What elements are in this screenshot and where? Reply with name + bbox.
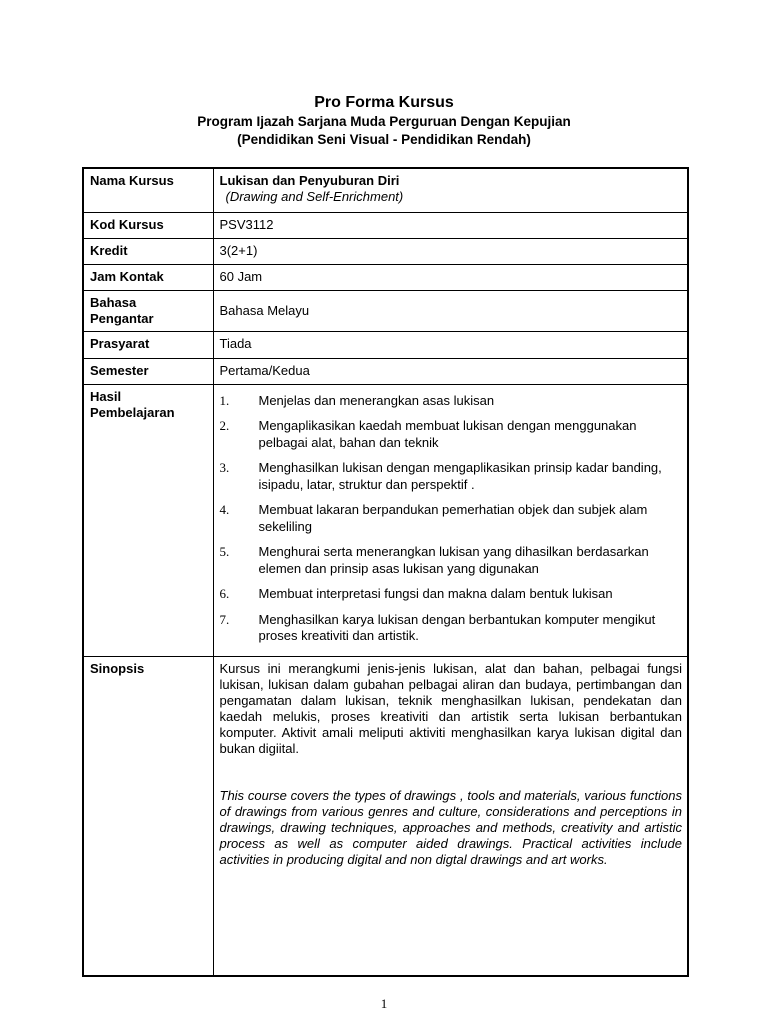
table-row [83, 656, 688, 976]
item-number: 3. [219, 460, 230, 475]
value-hasil-pembelajaran [213, 384, 688, 656]
program-subtitle: (Pendidikan Seni Visual - Pendidikan Rendah) [237, 132, 531, 147]
item-number: 2. [219, 418, 230, 433]
item-number: 7. [219, 611, 230, 627]
synopsis-spacer [220, 757, 683, 788]
course-name-english: (Drawing and Self-Enrichment) [225, 189, 404, 204]
list-item [220, 418, 683, 451]
page-number: 1 [380, 996, 388, 1011]
label-sinopsis: Sinopsis [83, 656, 213, 976]
course-table [82, 167, 689, 977]
table-row [83, 212, 688, 238]
label-bahasa-pengantar [83, 290, 213, 331]
value-jam-kontak: 60 Jam [213, 264, 688, 290]
list-item [220, 460, 683, 493]
label-bahasa-line2: Pengantar [90, 310, 154, 326]
item-number: 6. [219, 586, 230, 601]
value-nama-kursus [213, 168, 688, 212]
item-text: Menghasilkan lukisan dengan mengaplikasikan prinsip kadar banding, isipadu, latar, struktur dan perspektif . [258, 460, 662, 492]
label-prasyarat: Prasyarat [83, 331, 213, 358]
item-text: Menghasilkan karya lukisan dengan berbantukan komputer mengikut proses kreativiti dan artistik. [258, 611, 656, 643]
table-row [83, 238, 688, 264]
learning-outcomes-list [220, 393, 683, 645]
item-text: Membuat interpretasi fungsi dan makna dalam bentuk lukisan [258, 586, 613, 601]
list-item [220, 502, 683, 535]
item-text: Mengaplikasikan kaedah membuat lukisan dengan menggunakan pelbagai alat, bahan dan teknik [258, 418, 637, 450]
value-sinopsis [213, 656, 688, 976]
value-bahasa-pengantar: Bahasa Melayu [213, 290, 688, 331]
label-kod-kursus: Kod Kursus [83, 212, 213, 238]
table-row [83, 264, 688, 290]
document-header [0, 93, 768, 149]
table-row [83, 358, 688, 384]
document-title: Pro Forma Kursus [314, 94, 454, 111]
item-number: 4. [219, 502, 230, 517]
value-kod-kursus: PSV3112 [213, 212, 688, 238]
label-bahasa-line1: Bahasa [90, 294, 137, 310]
item-text: Membuat lakaran berpandukan pemerhatian objek dan subjek alam sekeliling [258, 502, 648, 534]
list-item [220, 612, 683, 645]
label-hasil-line2: Pembelajaran [90, 404, 175, 420]
synopsis-english: This course covers the types of drawings , tools and materials, various functions of drawings from various genres and culture, considerations and perceptions in drawings, drawing techniques, approaches and methods, creativity and artistic process as well as computer aided drawings. Practical activities include activities in producing digital and non digtal drawings and art works. [219, 787, 682, 867]
item-number: 5. [219, 544, 230, 559]
course-name: Lukisan dan Penyuburan Diri [219, 173, 400, 188]
list-item [220, 544, 683, 577]
table-row [83, 331, 688, 358]
label-semester: Semester [83, 358, 213, 384]
label-nama-kursus: Nama Kursus [83, 168, 213, 212]
list-item [220, 393, 683, 410]
value-prasyarat: Tiada [213, 331, 688, 358]
synopsis-malay: Kursus ini merangkumi jenis-jenis lukisan, alat dan bahan, pelbagai fungsi lukisan, lukisan dalam gubahan pelbagai aliran dan budaya, pertimbangan dan pengamatan dalam lukisan, teknik menghasilkan lukisan, pendekatan dan kaedah melukis, proses kreativiti dan artistik serta lukisan berbantukan komputer. Aktivit amali meliputi aktiviti menghasilkan karya lukisan digital dan bukan digiital. [219, 660, 682, 756]
table-row [83, 290, 688, 331]
item-number: 1. [219, 392, 230, 408]
list-item [220, 586, 683, 603]
value-semester: Pertama/Kedua [213, 358, 688, 384]
program-title: Program Ijazah Sarjana Muda Perguruan Dengan Kepujian [197, 114, 571, 129]
value-kredit: 3(2+1) [213, 238, 688, 264]
item-text: Menjelas dan menerangkan asas lukisan [258, 392, 495, 408]
table-row [83, 168, 688, 212]
label-hasil-line1: Hasil [90, 388, 122, 404]
label-jam-kontak: Jam Kontak [83, 264, 213, 290]
label-hasil-pembelajaran [83, 384, 213, 656]
table-row [83, 384, 688, 656]
item-text: Menghurai serta menerangkan lukisan yang dihasilkan berdasarkan elemen dan prinsip asas lukisan yang digunakan [258, 544, 649, 576]
label-kredit: Kredit [83, 238, 213, 264]
